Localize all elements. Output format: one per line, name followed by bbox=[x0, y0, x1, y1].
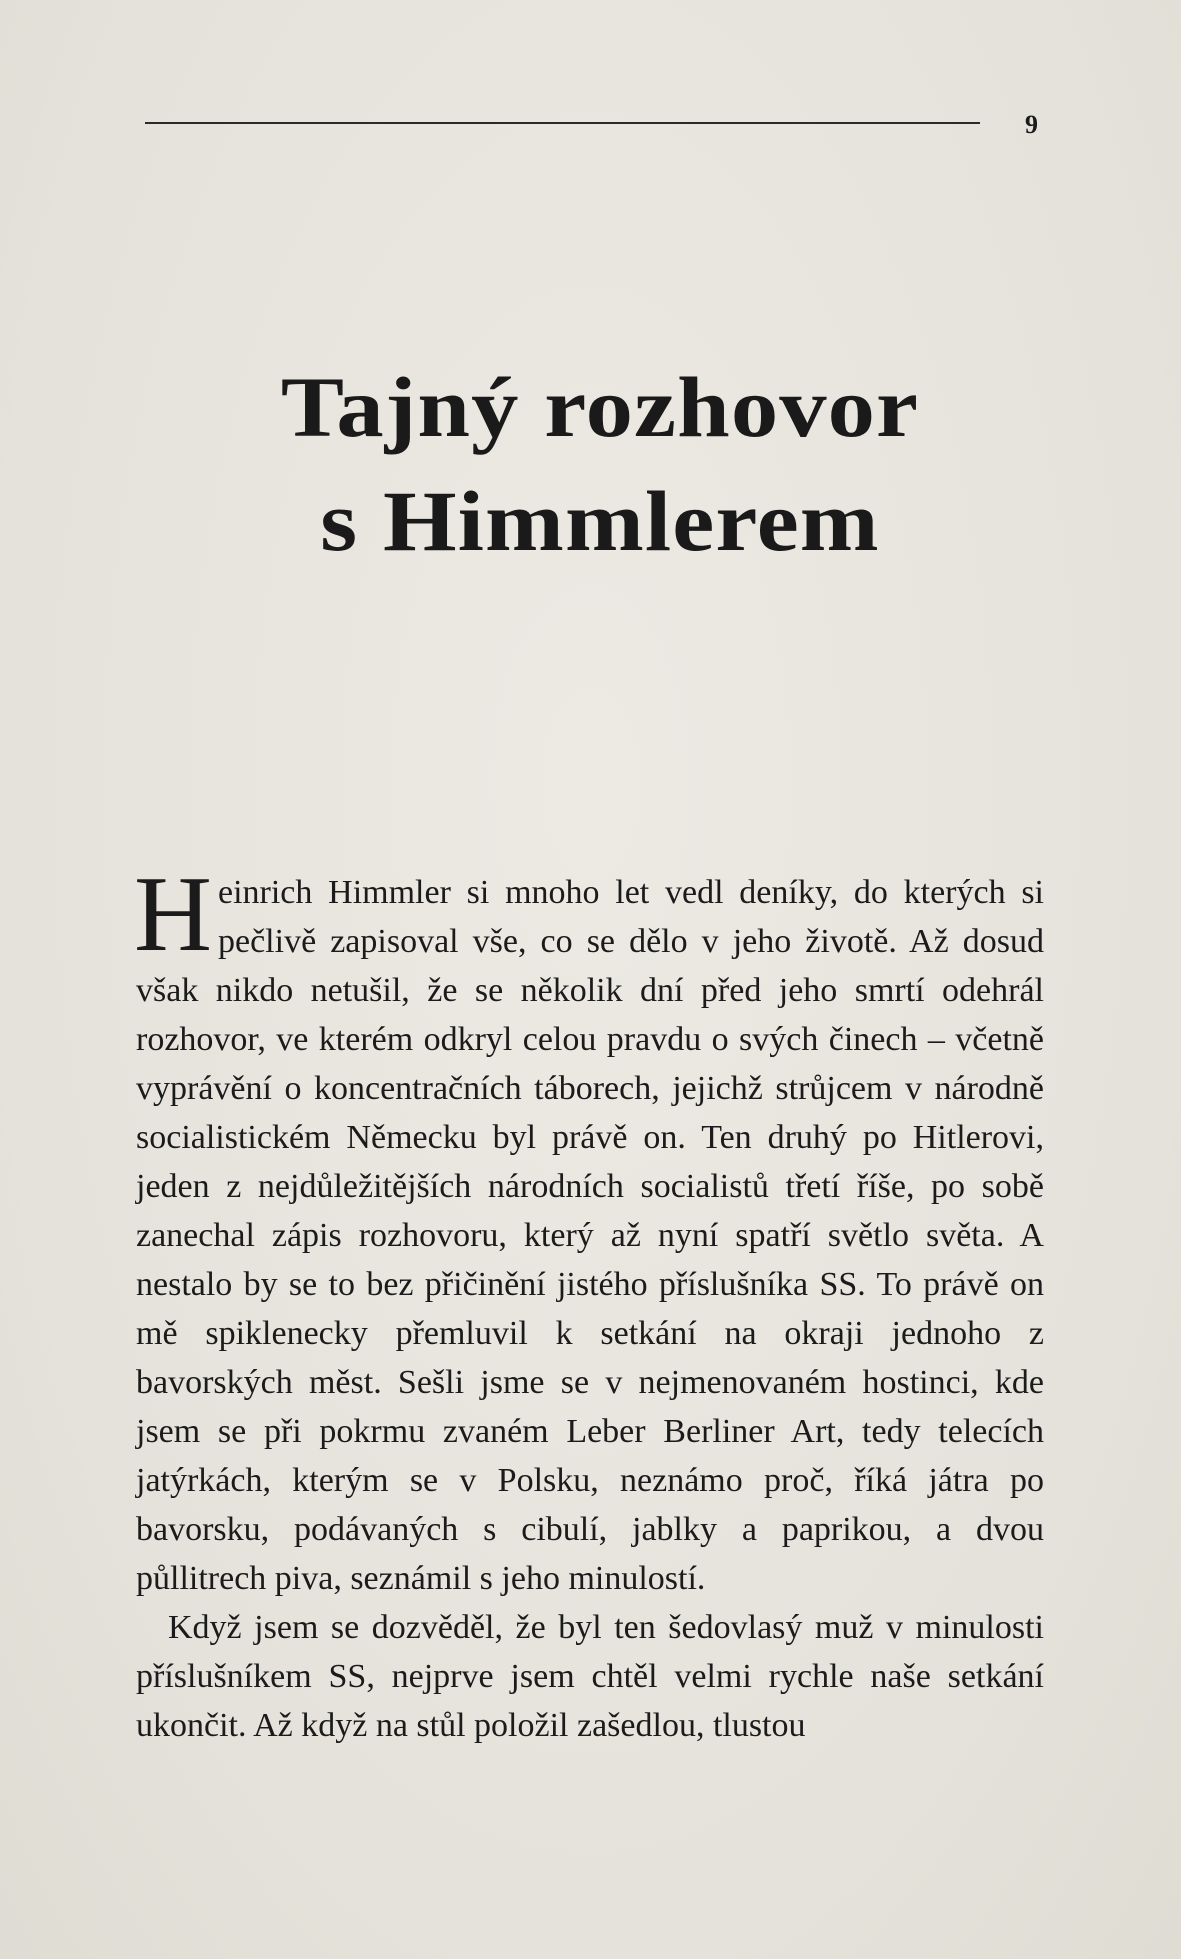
drop-cap: H bbox=[134, 855, 212, 974]
paragraph-1 bbox=[134, 855, 1044, 1603]
paragraph-1-text: einrich Himmler si mnoho let vedl deníky, do kterých si pečlivě zapisoval vše, co se dělo v jeho životě. Až dosud však nikdo netušil, že se několik dní před jeho smrtí odehrál rozhovor, ve kterém odkryl celou pravdu o svých činech – včetně vyprávění o koncentračních táborech, jejichž strůjcem v národně socialistickém Německu byl právě on. Ten druhý po Hitlerovi, jeden z nejdůležitějších národních socialistů třetí říše, po sobě zanechal zápis rozhovoru, který až nyní spatří světlo světa. A nestalo by se to bez přičinění jistého příslušníka SS. To právě on mě spiklenecky přemluvil k setkání na okraji jednoho z bavorských měst. Sešli jsme se v nejmenovaném hostinci, kde jsem se při pokrmu zvaném Leber Berliner Art, tedy telecích jatýrkách, kterým se v Polsku, neznámo proč, říká játra po bavorsku, podávaných s cibulí, jablky a paprikou, a dvou půllitrech piva, seznámil s jeho minulostí. bbox=[136, 874, 1044, 1597]
paragraph-2: Když jsem se dozvěděl, že byl ten šedovlasý muž v minulosti příslušníkem SS, nejprve jsem chtěl velmi rychle naše setkání ukončit. Až když na stůl položil zašedlou, tlustou bbox=[136, 1609, 1044, 1744]
chapter-title bbox=[149, 350, 1051, 578]
chapter-title-line-1: Tajný rozhovor bbox=[280, 359, 920, 455]
body-text bbox=[134, 855, 1044, 1750]
chapter-title-line-2: s Himmlerem bbox=[320, 473, 880, 569]
page-number: 9 bbox=[1025, 110, 1038, 139]
header-rule bbox=[145, 122, 980, 124]
